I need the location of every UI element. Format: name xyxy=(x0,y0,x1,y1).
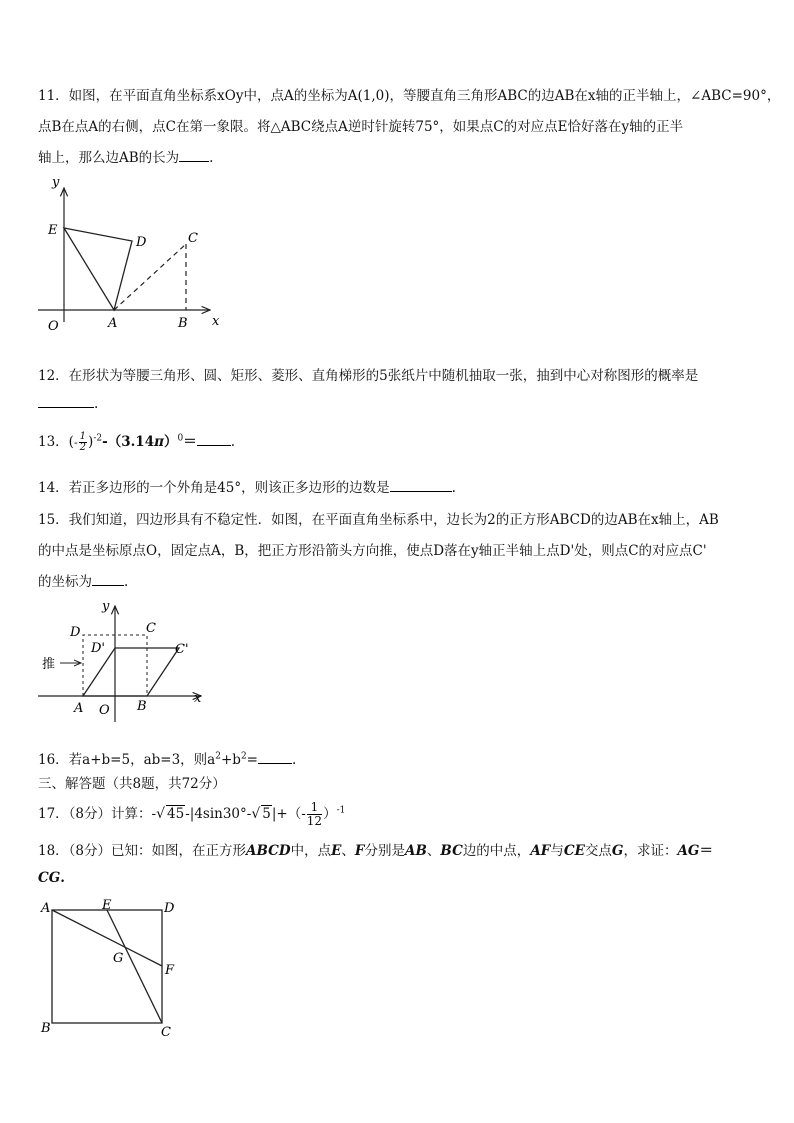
q18-t5: 与 xyxy=(550,843,564,859)
q11-label-y: y xyxy=(52,175,60,190)
q13-line xyxy=(38,430,235,453)
q11-label-o: O xyxy=(48,319,59,334)
q18-label-b: B xyxy=(41,1021,51,1036)
q18-g: G xyxy=(611,843,624,859)
q11-label-b: B xyxy=(178,316,188,331)
q18-dot: . xyxy=(60,870,65,886)
q17-frac-num: 1 xyxy=(307,801,322,815)
q17-exp: -1 xyxy=(336,805,346,816)
q18-ag: AG xyxy=(677,843,700,859)
q11-answer-blank xyxy=(179,147,209,162)
q18-t3: 、 xyxy=(426,843,441,859)
q15-label-o: O xyxy=(99,703,110,718)
q17-prefix: 17．（8分）计算：- xyxy=(38,806,157,822)
q18-abcd: ABCD xyxy=(246,843,291,859)
q11-line1: 11．如图，在平面直角坐标系xOy中，点A的坐标为A(1,0)，等腰直角三角形ABC的边AB在x轴的正半轴上，∠ABC=90°， xyxy=(38,88,781,104)
q17-mid2: |+（- xyxy=(271,806,306,822)
q11-line3-text: 轴上，那么边AB的长为 xyxy=(38,150,180,166)
q18-cg: CG xyxy=(38,870,61,886)
q18-ab: AB xyxy=(405,843,427,859)
q13-close: ） xyxy=(163,434,178,450)
q11-line2: 点B在点A的右侧，点C在第一象限。将△ABC绕点A逆时针旋转75°，如果点C的对应点E恰好落在y轴的正半 xyxy=(38,119,684,135)
q13-eq: ＝ xyxy=(183,434,197,450)
q17-line xyxy=(38,801,345,828)
q13-pi: π xyxy=(154,434,164,450)
q18-line2 xyxy=(38,870,65,886)
q11-line3 xyxy=(38,146,213,166)
q15-line1: 15．我们知道，四边形具有不稳定性．如图，在平面直角坐标系中，边长为2的正方形ABCD的边AB在x轴上，AB xyxy=(38,512,719,528)
q18-label-g: G xyxy=(113,951,124,966)
q18-af: AF xyxy=(530,843,551,859)
q18-square xyxy=(52,910,162,1023)
q13-prefix: 13．( xyxy=(38,434,74,450)
q13-mid: ) xyxy=(88,434,94,450)
q18-comma: 、 xyxy=(341,843,355,859)
q15-label-cp: C' xyxy=(175,642,189,657)
q13-frac-den: 2 xyxy=(79,442,87,453)
q18-t7: ，求证： xyxy=(623,843,678,859)
q18-t6: 交点 xyxy=(584,843,612,859)
q18-segment-af xyxy=(52,910,162,966)
q13-frac-sign: - xyxy=(73,436,78,449)
q16-text-c: = xyxy=(246,752,258,768)
q17-sqrt1: 45 xyxy=(167,806,185,822)
q16-text-a: 16．若a+b=5，ab=3，则a xyxy=(38,752,216,768)
q18-prefix: 18．（8分）已知：如图，在正方形 xyxy=(38,843,247,859)
q12-line2-end: . xyxy=(94,396,99,412)
q11-label-c: C xyxy=(188,231,198,246)
q16-line xyxy=(38,748,296,768)
q17-sqrt1-sign: √ xyxy=(156,806,166,822)
q11-figure xyxy=(30,170,230,335)
q17-close: ） xyxy=(323,806,337,822)
q16-end: . xyxy=(291,752,297,768)
q15-label-b: B xyxy=(137,699,147,714)
q18-t2: 分别是 xyxy=(364,843,406,859)
q18-label-c: C xyxy=(161,1025,171,1040)
q16-sup1: 2 xyxy=(215,751,221,762)
q16-answer-blank xyxy=(258,749,292,764)
q15-label-dp: D' xyxy=(91,641,105,656)
q18-label-f: F xyxy=(165,963,175,978)
q12-answer-blank xyxy=(38,393,94,408)
q18-bc: BC xyxy=(440,843,463,859)
q18-figure xyxy=(38,896,188,1041)
q11-label-x: x xyxy=(212,314,220,329)
q15-line3 xyxy=(38,570,128,590)
q17-frac-den: 12 xyxy=(306,814,323,828)
q16-sup2: 2 xyxy=(240,751,247,762)
q13-end: . xyxy=(230,434,236,450)
q12-line2 xyxy=(38,393,98,412)
q18-label-a: A xyxy=(41,901,51,916)
q18-label-d: D xyxy=(164,901,175,916)
q17-fraction xyxy=(307,801,322,828)
q12-line1: 12．在形状为等腰三角形、圆、矩形、菱形、直角梯形的5张纸片中随机抽取一张，抽到中心对称图形的概率是 xyxy=(38,368,699,384)
q11-dashed-ac xyxy=(114,244,186,310)
section-heading: 三、解答题（共8题，共72分） xyxy=(38,776,226,792)
q15-label-x: x xyxy=(194,691,202,706)
q17-sqrt2-sign: √ xyxy=(251,806,261,822)
q14-line xyxy=(38,476,456,496)
q11-label-e: E xyxy=(48,223,58,238)
q18-label-e: E xyxy=(102,898,112,913)
q13-fraction xyxy=(79,432,87,453)
q18-eqsign: ＝ xyxy=(699,843,713,859)
q18-line1 xyxy=(38,839,713,859)
q18-t1: 中，点 xyxy=(290,843,332,859)
q15-label-d: D xyxy=(70,625,81,640)
q15-label-a: A xyxy=(74,701,84,716)
q17-mid: -|4sin30°- xyxy=(185,806,252,822)
q14-answer-blank xyxy=(390,477,452,492)
q11-label-a: A xyxy=(108,316,118,331)
q16-text-b: +b xyxy=(220,752,241,768)
q15-label-c: C xyxy=(146,621,156,636)
q18-segment-ec xyxy=(107,910,162,1023)
q13-frac-num: 1 xyxy=(79,431,87,442)
q15-line2: 的中点是坐标原点O，固定点A，B，把正方形沿箭头方向推，使点D落在y轴正半轴上点D'处，则点C的对应点C' xyxy=(38,543,707,559)
q15-figure xyxy=(36,596,216,722)
q13-answer-blank xyxy=(197,431,231,446)
q15-line3-text: 的坐标为 xyxy=(38,574,92,590)
q14-end: . xyxy=(451,480,456,496)
q18-ce: CE xyxy=(563,843,585,859)
q18-f: F xyxy=(354,843,365,859)
q13-exp1: -2 xyxy=(93,433,103,444)
q18-e: E xyxy=(331,843,342,859)
q18-t4: 边的中点， xyxy=(462,843,531,859)
q14-text: 14．若正多边形的一个外角是45°，则该正多边形的边数是 xyxy=(38,480,390,496)
q15-label-y: y xyxy=(102,599,110,614)
q11-label-d: D xyxy=(136,235,147,250)
q11-line3-end: . xyxy=(209,150,214,166)
q17-sqrt2: 5 xyxy=(262,806,271,822)
q11-triangle-ade xyxy=(64,228,132,310)
q13-middle: -（3.14 xyxy=(102,434,155,450)
q13-exp2: 0 xyxy=(177,433,184,444)
q15-line3-end: . xyxy=(124,574,129,590)
q15-label-push: 推 xyxy=(42,657,56,672)
q15-answer-blank xyxy=(92,571,124,586)
